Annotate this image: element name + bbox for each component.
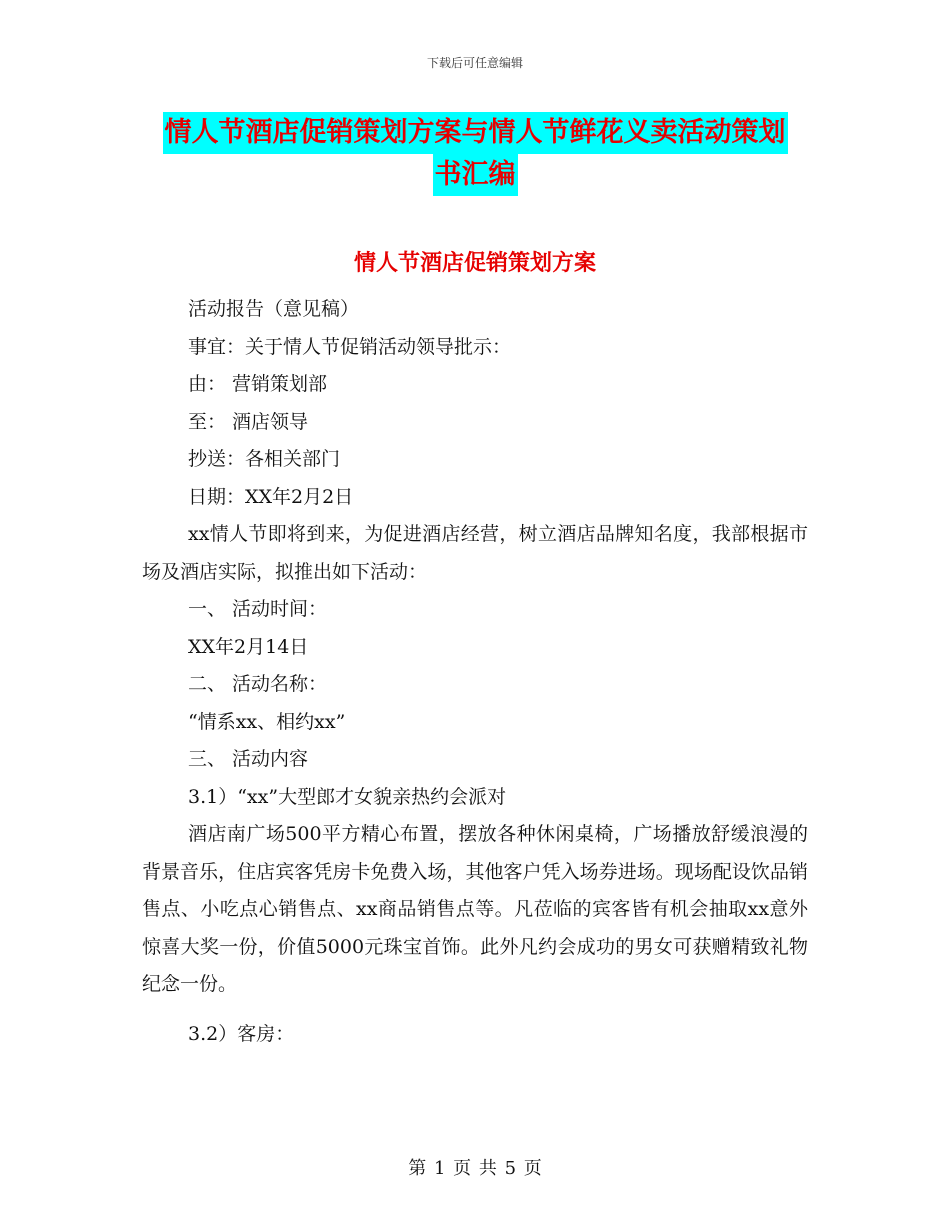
item-2-heading: 二、 活动名称： — [188, 673, 328, 695]
to-line: 至： 酒店领导 — [188, 410, 309, 433]
section-title: 情人节酒店促销策划方案 — [353, 251, 596, 276]
item-1-value: XX年2月14日 — [188, 635, 309, 658]
subitem-3-1-paragraph: 酒店南广场500平方精心布置，摆放各种休闲桌椅，广场播放舒缓浪漫的背景音乐，住店宾客凭房卡免费入场，其他客户凭入场券进场。现场配设饮品销售点、小吃点心销售点、xx商品销售点等。凡莅临的宾客皆有机会抽取xx意外惊喜大奖一份，价值5000元珠宝首饰。此外凡约会成功的男女可获赠精致礼物纪念一份。 — [142, 823, 808, 995]
document-title-line-1: 情人节酒店促销策划方案与情人节鲜花义卖活动策划 — [163, 112, 788, 154]
subitem-3-1-heading: 3.1）“xx”大型郎才女貌亲热约会派对 — [188, 785, 507, 808]
document-body — [142, 291, 808, 1053]
cc-line: 抄送：各相关部门 — [188, 448, 341, 470]
document-title — [0, 112, 950, 196]
item-1-heading: 一、 活动时间： — [188, 598, 328, 620]
page-footer: 第 1 页 共 5 页 — [408, 1158, 542, 1179]
subject-line: 事宜：关于情人节促销活动领导批示： — [188, 335, 512, 358]
item-2-value: “情系xx、相约xx” — [188, 710, 346, 733]
paragraph-spacer — [142, 1004, 808, 1016]
intro-paragraph: xx情人节即将到来，为促进酒店经营，树立酒店品牌知名度，我部根据市场及酒店实际，拟推出如下活动： — [142, 523, 808, 583]
from-line: 由： 营销策划部 — [188, 373, 328, 395]
header-note: 下载后可任意编辑 — [426, 56, 523, 70]
item-3-heading: 三、 活动内容 — [188, 748, 309, 770]
date-line: 日期：XX年2月2日 — [188, 485, 354, 508]
subitem-3-2-heading: 3.2）客房： — [188, 1022, 295, 1045]
document-title-line-2: 书汇编 — [433, 154, 518, 196]
report-type-line: 活动报告（意见稿） — [188, 298, 360, 320]
